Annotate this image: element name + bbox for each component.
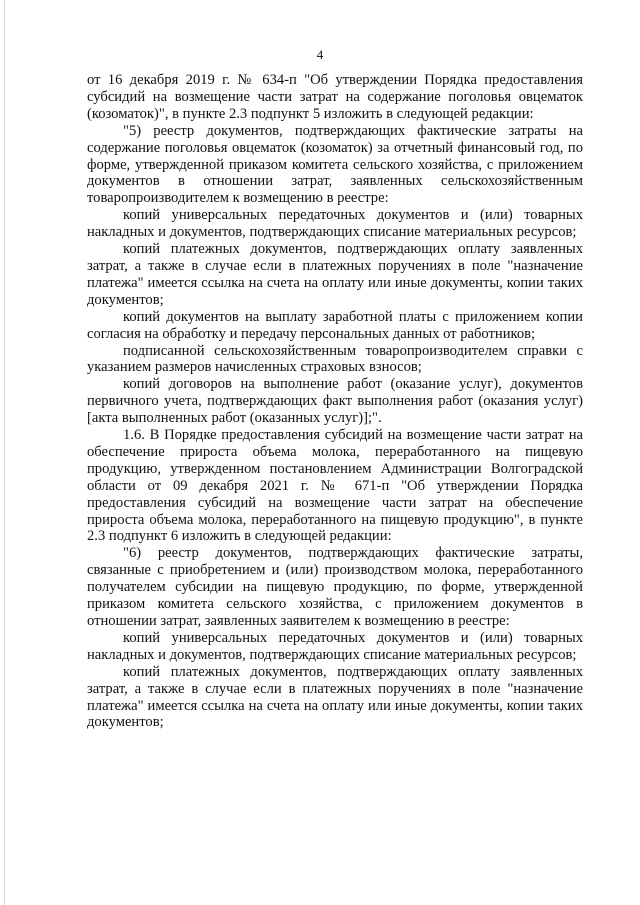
paragraph-11: копий платежных документов, подтверждающих оплату заявленных затрат, а также в случае если в платежных поручениях в поле "назначение платежа" имеется ссылка на счета на оплату или иные документы, копии таких документов; xyxy=(87,663,583,731)
paragraph-9: "6) реестр документов, подтверждающих фактические затраты, связанные с приобретением и (или) производством молока, переработанного получателем субсидии на пищевую продукцию, по форме, утвержденной приказом комитета сельского хозяйства, с приложением документов в отношении затрат, заявленных заявителем к возмещению в реестре: xyxy=(87,545,583,629)
document-body xyxy=(87,72,583,731)
paragraph-4: копий платежных документов, подтверждающих оплату заявленных затрат, а также в случае если в платежных поручениях в поле "назначение платежа" имеется ссылка на счета на оплату или иные документы, копии таких документов; xyxy=(87,241,583,308)
scan-edge-line xyxy=(4,0,5,905)
paragraph-8: 1.6. В Порядке предоставления субсидий на возмещение части затрат на обеспечение прироста объема молока, переработанного на пищевую продукцию, утвержденном постановлением Администрации Волгоградской области от 09 декабря 2021 г. № 671-п "Об утверждении Порядка предоставления субсидий на возмещение части затрат на обеспечение прироста объема молока, переработанного на пищевую продукцию", в пункте 2.3 подпункт 6 изложить в следующей редакции: xyxy=(87,427,583,545)
paragraph-2: "5) реестр документов, подтверждающих фактические затраты на содержание поголовья овцематок (козоматок) за отчетный финансовый год, по форме, утвержденной приказом комитета сельского хозяйства, с приложением документов в отношении затрат, заявленных сельскохозяйственным товаропроизводителем к возмещению в реестре: xyxy=(87,122,583,207)
paragraph-10: копий универсальных передаточных документов и (или) товарных накладных и документов, подтверждающих списание материальных ресурсов; xyxy=(87,629,583,663)
paragraph-5: копий документов на выплату заработной платы с приложением копии согласия на обработку и передачу персональных данных от работников; xyxy=(87,308,583,342)
paragraph-1: от 16 декабря 2019 г. № 634-п "Об утверждении Порядка предоставления субсидий на возмещение части затрат на содержание поголовья овцематок (козоматок)", в пункте 2.3 подпункт 5 изложить в следующей редакции: xyxy=(87,72,583,122)
paragraph-7: копий договоров на выполнение работ (оказание услуг), документов первичного учета, подтверждающих факт выполнения работ (оказания услуг) [акта выполненных работ (оказанных услуг)];". xyxy=(87,376,583,427)
paragraph-6: подписанной сельскохозяйственным товаропроизводителем справки с указанием размеров начисленных страховых взносов; xyxy=(87,342,583,376)
paragraph-3: копий универсальных передаточных документов и (или) товарных накладных и документов, подтверждающих списание материальных ресурсов; xyxy=(87,207,583,241)
page-number: 4 xyxy=(316,47,324,62)
